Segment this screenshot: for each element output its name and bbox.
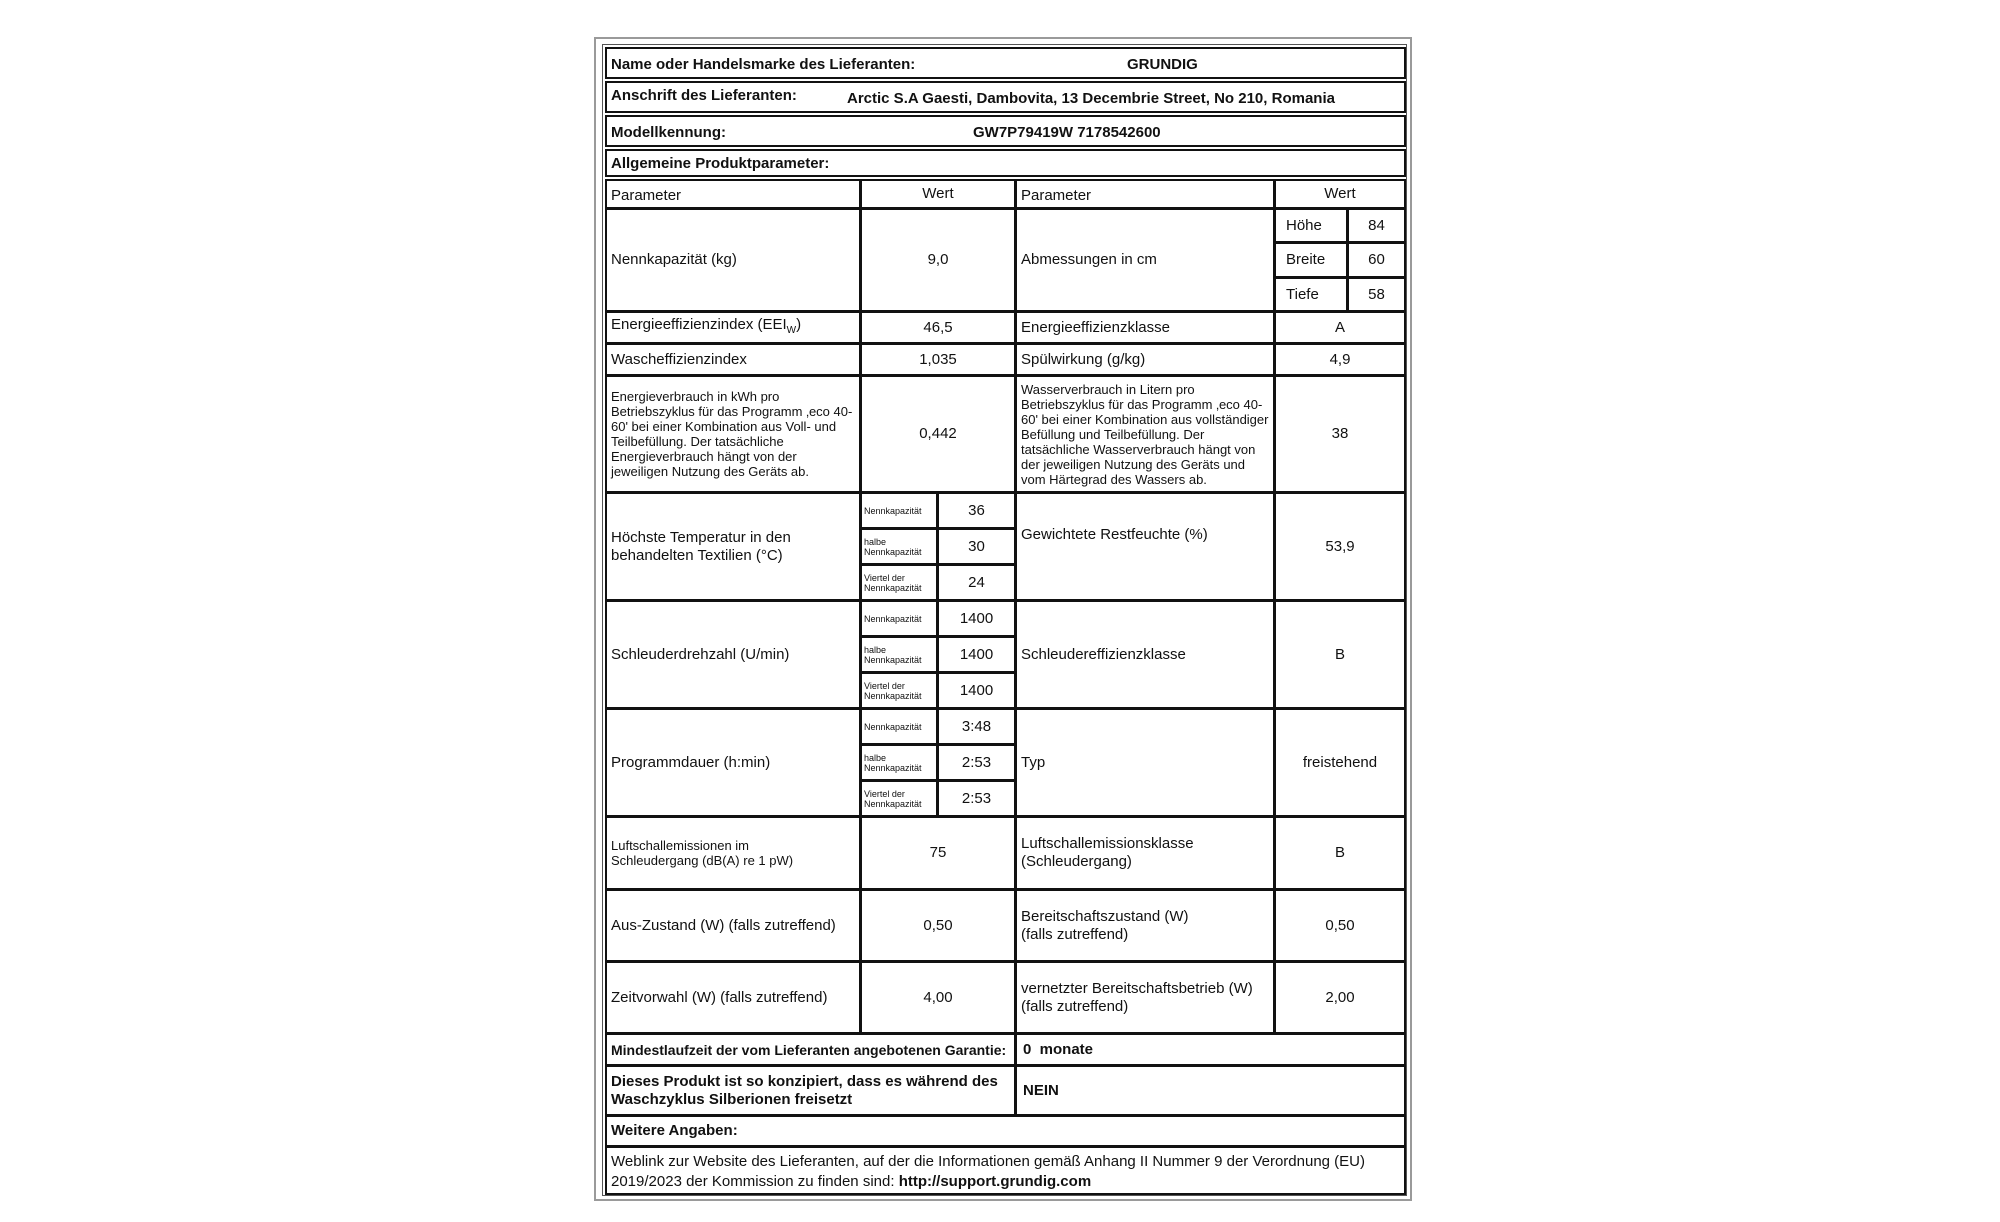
wash-index-label-cell <box>605 343 861 376</box>
height-label: Höhe <box>1286 216 1322 234</box>
moisture-value-cell <box>1274 492 1406 601</box>
wash-index-value-cell <box>860 343 1016 376</box>
off-mode-value-cell <box>860 889 1016 962</box>
silver-ions-label: Dieses Produkt ist so konzipiert, dass es während des Waschzyklus Silberionen freisetzt <box>611 1072 998 1108</box>
height-label-cell <box>1274 208 1348 243</box>
spin-half-value: 1400 <box>959 645 994 663</box>
dimensions-label-cell <box>1015 208 1275 312</box>
type-value-cell <box>1274 708 1406 817</box>
spin-class-value-cell <box>1274 600 1406 709</box>
delay-value-cell <box>860 961 1016 1034</box>
supplier-label: Name oder Handelsmarke des Lieferanten: <box>611 56 916 73</box>
duration-quarter-label-cell <box>860 780 938 817</box>
standby-label-cell <box>1015 889 1275 962</box>
header-parameter-right-text: Parameter <box>1021 187 1092 204</box>
header-value-left <box>860 179 1016 209</box>
noise-class-value-cell <box>1274 816 1406 890</box>
depth-label: Tiefe <box>1286 285 1319 303</box>
further-info-label: Weitere Angaben: <box>611 1122 738 1139</box>
delay-value: 4,00 <box>923 988 953 1006</box>
spin-quarter-value-cell <box>937 672 1016 709</box>
spin-full-value: 1400 <box>959 609 994 627</box>
height-value-cell <box>1347 208 1406 243</box>
spin-quarter-value: 1400 <box>959 681 994 699</box>
standby-value: 0,50 <box>1325 916 1355 934</box>
width-label: Breite <box>1286 251 1326 268</box>
spin-full-label-cell <box>860 600 938 637</box>
depth-label-cell <box>1274 277 1348 312</box>
supplier-value: GRUNDIG <box>1127 56 1198 73</box>
eei-value-cell <box>860 311 1016 344</box>
header-parameter-left-text: Parameter <box>611 187 682 204</box>
energy-class-value-cell <box>1274 311 1406 344</box>
energy-use-label-cell <box>605 375 861 493</box>
header-value-left-text: Wert <box>922 185 954 202</box>
spin-half-label-cell <box>860 636 938 673</box>
delay-label: Zeitvorwahl (W) (falls zutreffend) <box>611 988 828 1006</box>
width-value-cell <box>1347 242 1406 278</box>
energy-class-label: Energieeffizienzklasse <box>1021 318 1170 336</box>
warranty-label: Mindestlaufzeit der vom Lieferanten angebotenen Garantie: <box>611 1041 1007 1058</box>
spin-speed-label-cell <box>605 600 861 709</box>
max-temp-half-value-cell <box>937 528 1016 565</box>
silver-ions-label-cell <box>605 1065 1016 1116</box>
general-params-label: Allgemeine Produktparameter: <box>611 155 830 172</box>
capacity-label-cell <box>605 208 861 312</box>
dimensions-label: Abmessungen in cm <box>1021 251 1157 268</box>
address-value: Arctic S.A Gaesti, Dambovita, 13 Decembrie Street, No 210, Romania <box>847 90 1335 107</box>
weblink-row <box>605 1146 1406 1195</box>
type-label: Typ <box>1021 753 1046 771</box>
duration-quarter-value-cell <box>937 780 1016 817</box>
rinse-value-cell <box>1274 343 1406 376</box>
address-row <box>605 81 1406 113</box>
duration-full-label-cell <box>860 708 938 745</box>
network-standby-label-cell <box>1015 961 1275 1034</box>
duration-full-value-cell <box>937 708 1016 745</box>
spin-half-value-cell <box>937 636 1016 673</box>
network-standby-label: vernetzter Bereitschaftsbetrieb (W) (falls zutreffend) <box>1021 979 1253 1015</box>
off-mode-label-cell <box>605 889 861 962</box>
spin-class-label-cell <box>1015 600 1275 709</box>
type-label-cell <box>1015 708 1275 817</box>
header-value-right-text: Wert <box>1324 185 1356 202</box>
energy-use-value-cell <box>860 375 1016 493</box>
header-value-right <box>1274 179 1406 209</box>
eei-label-cell <box>605 311 861 344</box>
spin-quarter-label: Viertel der Nennkapazität <box>864 680 922 701</box>
max-temp-half-label: halbe Nennkapazität <box>864 536 922 557</box>
header-parameter-right <box>1015 179 1275 209</box>
off-mode-value: 0,50 <box>923 916 953 934</box>
max-temp-label-cell <box>605 492 861 601</box>
duration-quarter-label: Viertel der Nennkapazität <box>864 788 922 809</box>
spin-quarter-label-cell <box>860 672 938 709</box>
water-use-value-cell <box>1274 375 1406 493</box>
water-use-value: 38 <box>1331 425 1349 442</box>
warranty-value: 0 monate <box>1023 1040 1094 1058</box>
max-temp-quarter-value-cell <box>937 564 1016 601</box>
spin-full-value-cell <box>937 600 1016 637</box>
standby-value-cell <box>1274 889 1406 962</box>
moisture-value: 53,9 <box>1325 537 1355 555</box>
weblink-text: Weblink zur Website des Lieferanten, auf der die Informationen gemäß Anhang II Nummer 9 der Verordnung (EU) 2019/2023 der Kommission zu finden sind: <box>611 1153 1366 1190</box>
general-params-row <box>605 149 1406 177</box>
noise-class-label-cell <box>1015 816 1275 890</box>
energy-class-label-cell <box>1015 311 1275 344</box>
off-mode-label: Aus-Zustand (W) (falls zutreffend) <box>611 916 836 934</box>
max-temp-quarter-label-cell <box>860 564 938 601</box>
model-value: GW7P79419W 7178542600 <box>973 124 1161 141</box>
noise-class-value: B <box>1334 844 1345 861</box>
rinse-value: 4,9 <box>1329 350 1351 368</box>
silver-ions-value: NEIN <box>1023 1081 1059 1099</box>
warranty-value-cell <box>1015 1033 1406 1066</box>
supplier-row <box>605 47 1406 79</box>
max-temp-half-value: 30 <box>968 537 985 555</box>
max-temp-label: Höchste Temperatur in den behandelten Textilien (°C) <box>611 528 791 564</box>
max-temp-full-label: Nennkapazität <box>864 505 922 516</box>
max-temp-half-label-cell <box>860 528 938 565</box>
standby-label: Bereitschaftszustand (W) (falls zutreffend) <box>1021 907 1189 943</box>
max-temp-full-value-cell <box>937 492 1016 529</box>
duration-half-label: halbe Nennkapazität <box>864 752 922 773</box>
energy-use-value: 0,442 <box>919 425 957 442</box>
capacity-label: Nennkapazität (kg) <box>611 251 737 268</box>
noise-value: 75 <box>929 844 947 861</box>
noise-label: Luftschallemissionen im Schleudergang (dB(A) re 1 pW) <box>611 838 794 868</box>
duration-full-label: Nennkapazität <box>864 721 922 732</box>
duration-half-label-cell <box>860 744 938 781</box>
energy-class-value: A <box>1334 318 1345 336</box>
wash-index-value: 1,035 <box>919 350 957 368</box>
weblink-text-block <box>611 1152 1401 1192</box>
product-information-table <box>602 44 1407 1196</box>
moisture-label: Gewichtete Restfeuchte (%) <box>1021 526 1208 543</box>
address-label: Anschrift des Lieferanten: <box>611 87 797 104</box>
further-info-row <box>605 1115 1406 1147</box>
eei-value: 46,5 <box>923 318 953 336</box>
model-row <box>605 115 1406 147</box>
network-standby-value-cell <box>1274 961 1406 1034</box>
height-value: 84 <box>1368 216 1385 234</box>
rinse-label-cell <box>1015 343 1275 376</box>
spin-class-label: Schleudereffizienzklasse <box>1021 645 1186 663</box>
silver-ions-value-cell <box>1015 1065 1406 1116</box>
duration-half-value: 2:53 <box>961 753 992 771</box>
type-value: freistehend <box>1302 753 1378 771</box>
moisture-label-cell <box>1015 492 1275 601</box>
rinse-label: Spülwirkung (g/kg) <box>1021 350 1146 368</box>
depth-value-cell <box>1347 277 1406 312</box>
duration-full-value: 3:48 <box>961 717 992 735</box>
spin-full-label: Nennkapazität <box>864 613 922 624</box>
model-label: Modellkennung: <box>611 124 726 141</box>
spin-speed-label: Schleuderdrehzahl (U/min) <box>611 645 790 663</box>
warranty-label-cell <box>605 1033 1016 1066</box>
duration-label-cell <box>605 708 861 817</box>
noise-class-label: Luftschallemissionsklasse (Schleudergang) <box>1021 835 1194 870</box>
energy-use-label: Energieverbrauch in kWh pro Betriebszyklus für das Programm ‚eco 40-60' bei einer Kombination aus Voll- und Teilbefüllung. Der tatsächliche Energieverbrauch hängt von der jeweiligen Nutzung des Geräts ab. <box>611 389 853 479</box>
duration-label: Programmdauer (h:min) <box>611 753 771 771</box>
header-parameter-left <box>605 179 861 209</box>
capacity-value-cell <box>860 208 1016 312</box>
capacity-value: 9,0 <box>927 251 949 268</box>
width-value: 60 <box>1368 251 1385 268</box>
duration-half-value-cell <box>937 744 1016 781</box>
water-use-label-cell <box>1015 375 1275 493</box>
spin-class-value: B <box>1334 645 1345 663</box>
max-temp-quarter-label: Viertel der Nennkapazität <box>864 572 922 593</box>
water-use-label: Wasserverbrauch in Litern pro Betriebszyklus für das Programm ‚eco 40-60' bei einer Kombination aus vollständiger Befüllung und Teilbefüllung. Der tatsächliche Wasserverbrauch hängt von der jeweiligen Nutzung des Geräts und vom Härtegrad des Wassers ab. <box>1021 381 1269 487</box>
network-standby-value: 2,00 <box>1325 988 1355 1006</box>
noise-value-cell <box>860 816 1016 890</box>
spin-half-label: halbe Nennkapazität <box>864 644 922 665</box>
depth-value: 58 <box>1368 285 1385 303</box>
width-label-cell <box>1274 242 1348 278</box>
eei-label: Energieeffizienzindex $(EEI_W)$ <box>611 315 802 336</box>
delay-label-cell <box>605 961 861 1034</box>
wash-index-label: Wascheffizienzindex <box>611 350 747 368</box>
max-temp-quarter-value: 24 <box>968 573 985 591</box>
duration-quarter-value: 2:53 <box>961 789 992 807</box>
weblink-url[interactable]: http://support.grundig.com <box>898 1173 1092 1190</box>
max-temp-full-value: 36 <box>968 501 985 519</box>
max-temp-full-label-cell <box>860 492 938 529</box>
energy-label-sheet <box>594 37 1412 1201</box>
noise-label-cell <box>605 816 861 890</box>
